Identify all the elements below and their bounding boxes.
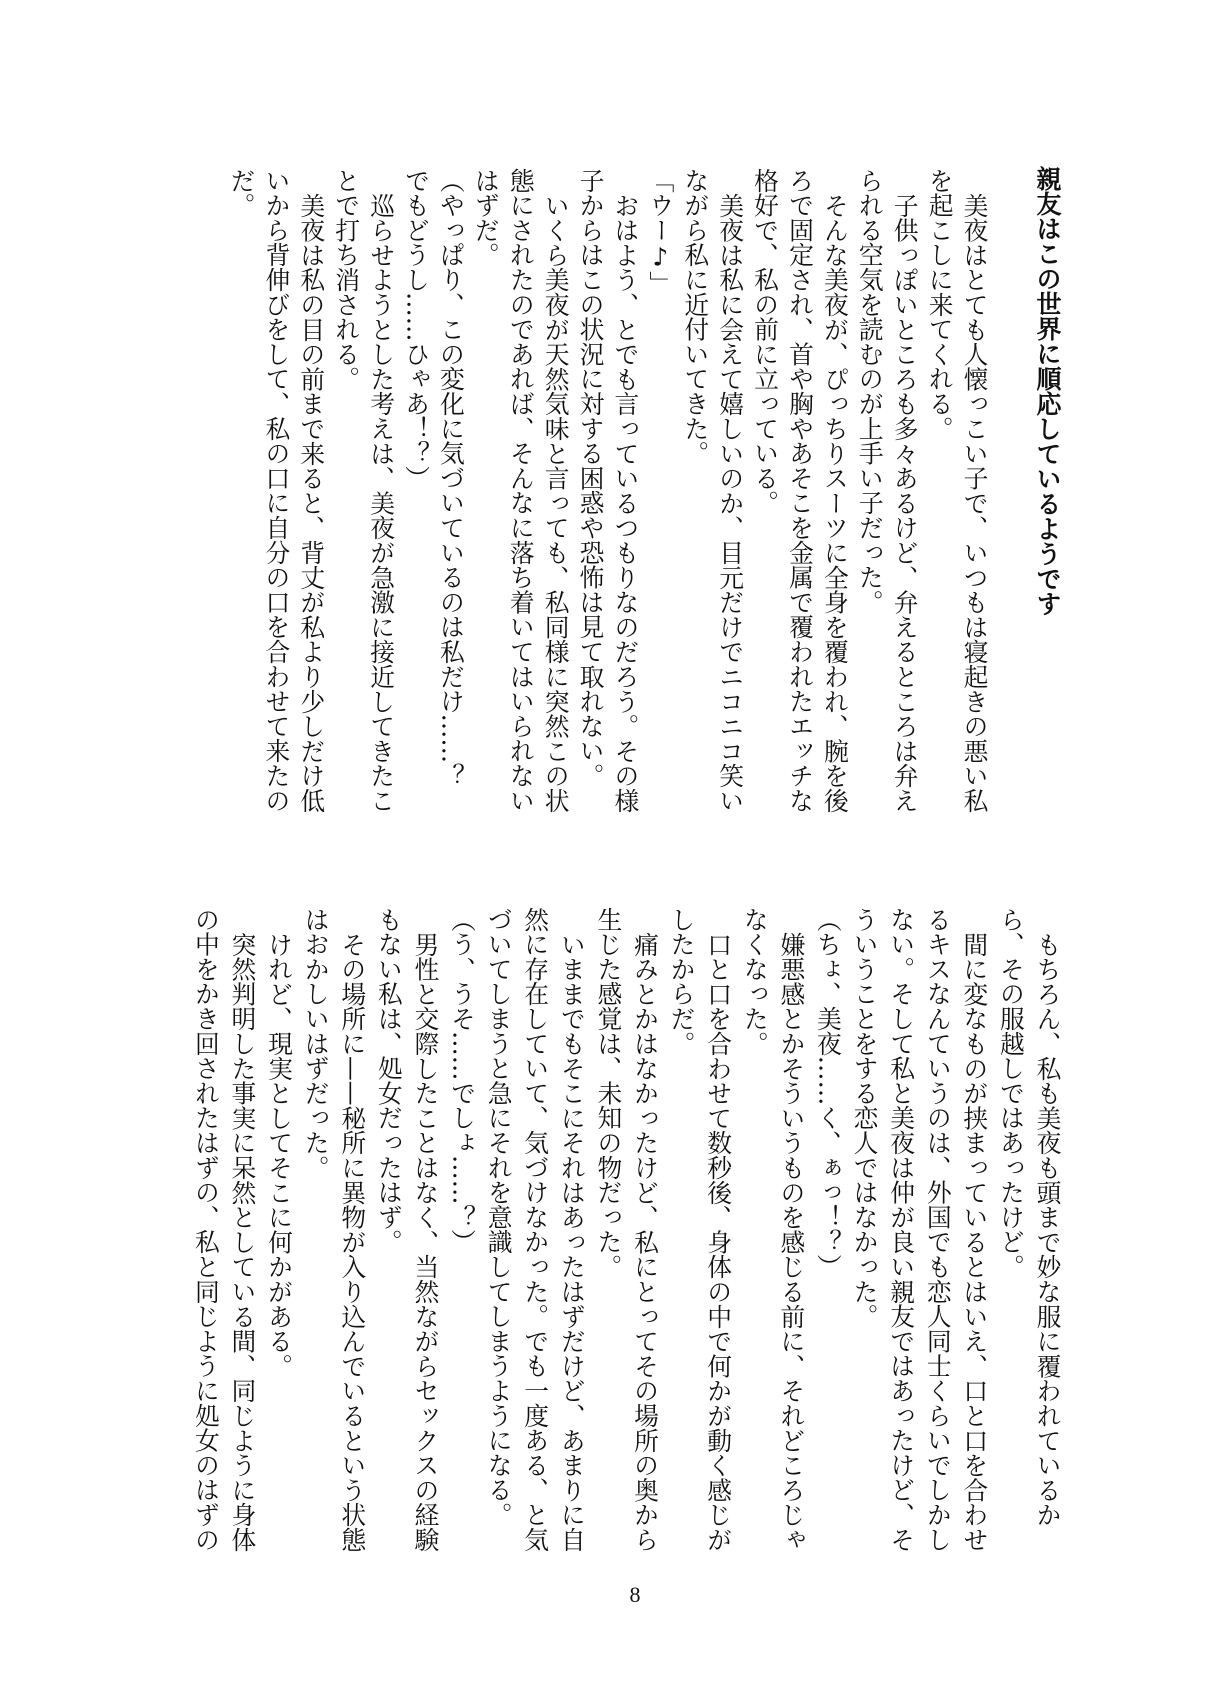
text-line: 子からはこの状況に対する困惑や恐怖は見て取れない。 <box>576 168 606 788</box>
text-line: けれど、現実としてそこに何かがある。 <box>264 931 294 1379</box>
text-line: はずだ。 <box>471 168 501 268</box>
text-line: でもどうし……ひゃあ！？） <box>401 168 431 491</box>
text-line: （やっぱり、この変化に気づいているのは私だけ……？ <box>436 168 466 788</box>
text-line: いから背伸びをして、私の口に自分の口を合わせて来たの <box>261 168 291 813</box>
text-line: おはよう、とでも言っているつもりなのだろう。その様 <box>610 192 640 813</box>
text-line: ういうことをする恋人ではなかった。 <box>850 907 880 1329</box>
text-line: とで打ち消される。 <box>331 168 361 392</box>
text-line: その場所に——秘所に異物が入り込んでいるという状態 <box>337 931 367 1552</box>
text-line: ない。そして私と美夜は仲が良い親友ではあったけど、そ <box>886 907 916 1552</box>
page-number: 8 <box>629 1582 641 1607</box>
text-line: 突然判明した事実に呆然としている間、同じように身体 <box>227 931 257 1552</box>
text-line: 生じた感覚は、未知の物だった。 <box>593 907 623 1279</box>
text-line: 態にされたのであれば、そんなに落ち着いてはいられない <box>506 168 536 813</box>
text-line: られる空気を読むのが上手い子だった。 <box>855 168 885 615</box>
text-line: ら、その服越しではあったけど。 <box>996 907 1026 1279</box>
text-line: 然に存在していて、気づけなかった。でも一度ある、と気 <box>520 907 550 1552</box>
text-block-lower <box>187 907 1065 1557</box>
text-line: るキスなんていうのは、外国でも恋人同士くらいでしかし <box>923 907 953 1552</box>
text-line: 美夜は私に会えて嬉しいのか、目元だけでニコニコ笑い <box>715 192 745 813</box>
text-line: したからだ。 <box>667 907 697 1056</box>
text-line: （う、うそ……でしょ……？） <box>447 907 477 1255</box>
text-line: 痛みとかはなかったけど、私にとってその場所の奥から <box>630 931 660 1552</box>
text-line: もちろん、私も美夜も頭まで妙な服に覆われているか <box>1033 931 1062 1527</box>
text-line: はおかしいはずだった。 <box>301 907 331 1180</box>
text-line: 口と口を合わせて数秒後、身体の中で何かが動く感じが <box>703 931 733 1552</box>
text-line: 「ウー♪」 <box>645 168 675 297</box>
text-line: づいてしまうと急にそれを意識してしまうようになる。 <box>484 907 514 1527</box>
text-line: 美夜は私の目の前まで来ると、背丈が私より少しだけ低 <box>296 192 326 813</box>
text-line: を起こしに来てくれる。 <box>925 168 955 441</box>
text-line: ろで固定され、首や胸やあそこを金属で覆われたエッチな <box>785 168 815 813</box>
text-line: だ。 <box>226 168 256 218</box>
text-line: そんな美夜が、ぴっちりスーツに全身を覆われ、腕を後 <box>820 192 850 813</box>
text-line: 格好で、私の前に立っている。 <box>750 168 780 516</box>
text-line: もない私は、処女だったはず。 <box>374 907 404 1255</box>
text-line: いくら美夜が天然気味と言っても、私同様に突然この状 <box>541 192 571 813</box>
text-line: （ちょ、美夜……く、ぁっ！？） <box>813 907 843 1279</box>
text-line: なくなった。 <box>740 907 770 1056</box>
text-line: 嫌悪感とかそういうものを感じる前に、それどころじゃ <box>776 931 806 1552</box>
text-line: 美夜はとても人懐っこい子で、いつもは寝起きの悪い私 <box>960 192 989 813</box>
text-line: 間に変なものが挟まっているとはいえ、口と口を合わせ <box>959 931 989 1552</box>
text-line: 男性と交際したことはなく、当然ながらセックスの経験 <box>410 931 440 1552</box>
text-line: の中をかき回されたはずの、私と同じように処女のはずの <box>191 907 221 1552</box>
text-line: ながら私に近付いてきた。 <box>680 168 710 466</box>
chapter-title: 親友はこの世界に順応しているようです <box>1033 166 1062 616</box>
text-block-upper <box>223 168 991 818</box>
text-line: 子供っぽいところも多々あるけど、弁えるところは弁え <box>890 192 920 813</box>
text-line: 巡らせようとした考えは、美夜が急激に接近してきたこ <box>366 192 396 813</box>
text-line: いままでもそこにそれはあったはずだけど、あまりに自 <box>557 931 587 1552</box>
